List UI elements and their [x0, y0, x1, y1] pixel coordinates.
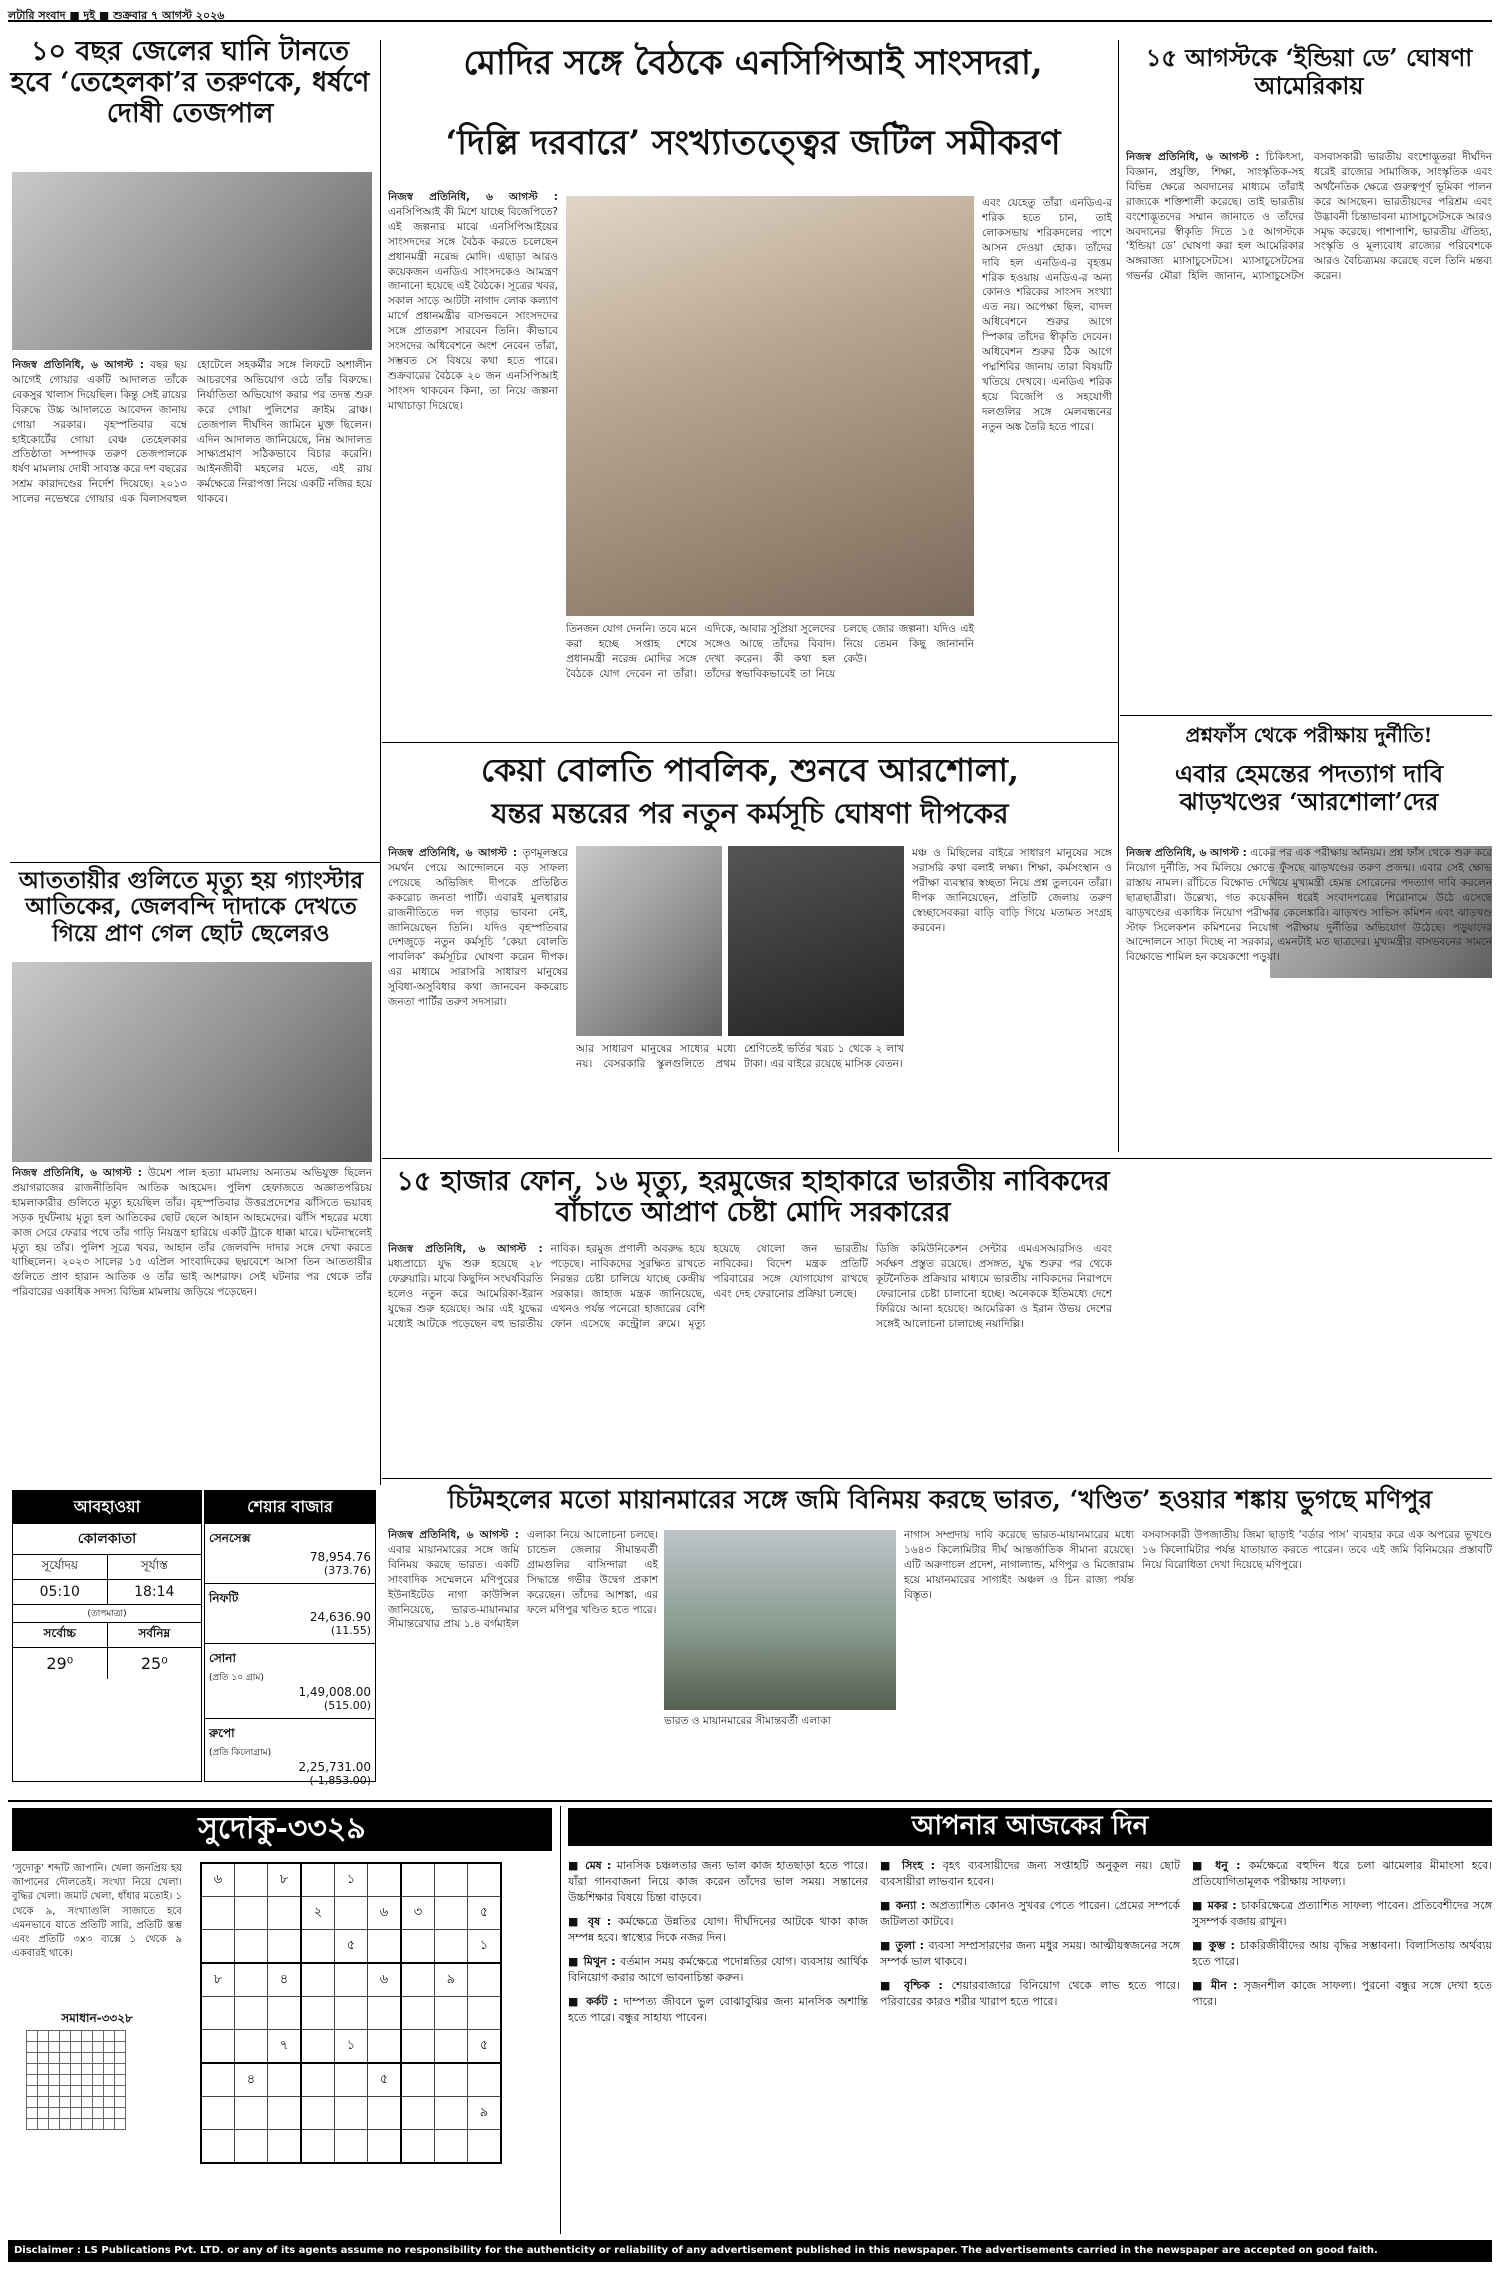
- sudoku-cell: [235, 1930, 268, 1964]
- horoscope-list: [568, 1858, 1492, 2228]
- market-value: 2,25,731.00: [298, 1760, 371, 1774]
- solution-cell: [104, 2097, 115, 2108]
- footer-disclaimer: Disclaimer : LS Publications Pvt. LTD. or any of its agents assume no responsibility for the authenticity or reliability of any advertisement published in this newspaper. The advertisements carried in the newspaper are accepted on good faith.: [14, 2245, 1378, 2256]
- sudoku-cell: [368, 1930, 402, 1964]
- sunset-value: 18:14: [134, 1584, 175, 1600]
- sudoku-cell: [201, 1997, 235, 2030]
- market-title: শেয়ার বাজার: [205, 1491, 375, 1524]
- min-value: 25⁰: [140, 1654, 168, 1673]
- jharkhand-kicker: প্রশ্নফাঁস থেকে পরীক্ষায় দুর্নীতি!: [1185, 723, 1433, 747]
- sudoku-cell: [368, 1997, 402, 2030]
- independence-headline: ১৫ আগস্টকে ‘ইন্ডিয়া ডে’ ঘোষণা আমেরিকায়: [1145, 43, 1473, 100]
- market-name: সোনা: [209, 1651, 236, 1665]
- manipur-body-3: বসবাসকারী উপজাতীয় জিমা ছাড়াই ‘বর্ডার পাস’ ব্যবহার করে এক অপরের ভূখণ্ডে ১৬ কিলোমিটার পর্যন্ত যাতায়াত করতে পারেন। তবে এই জমি বিনিময়ের প্রস্তাবটি নিয়ে বিরোধিতা দেখা দিয়েছে মণিপুরে।: [1142, 1529, 1492, 1571]
- sudoku-cell: [335, 2130, 368, 2164]
- gangster-dateline: নিজস্ব প্রতিনিধি, ৬ আগস্ট :: [12, 1167, 142, 1179]
- sudoku-cell: [468, 1997, 502, 2030]
- solution-cell: [60, 2108, 71, 2119]
- sudoku-title: সুদোকু-৩৩২৯: [12, 1808, 552, 1851]
- solution-cell: [93, 2108, 104, 2119]
- horoscope-sign: ■ মিথুন :: [568, 1954, 621, 1968]
- modi-body-left: এনসিপিআই কী মিশে যাচ্ছে বিজেপিতে? এই জল্পনার মাঝে এনসিপিআইয়ের সাংসদদের সঙ্গে বৈঠক করতে চলেছেন প্রধানমন্ত্রী নরেন্দ্র মোদি। এছাড়া আরও কয়েকজন এনডিএ সাংসদকেও আমন্ত্রণ জানানো হয়েছে এই বৈঠকে। সূত্রের খবর, সকাল সাড়ে আটটা নাগাদ লোক কল্যাণ মার্গে প্রধানমন্ত্রীর বাসভবনে সাংসদদের সঙ্গে প্রাতরাশ সারবেন তিনি। কীভাবে সংসদের অধিবেশনে অংশ নেবেন তাঁরা, সম্ভবত সে বিষয়ে কথা হতে পারে। শুক্রবারের বৈঠকে ২০ জন এনসিপিআই সাংসদ থাকবেন কিনা, তা নিয়ে জল্পনা মাথাচাড়া দিয়েছে।: [388, 205, 558, 412]
- modi-dateline: নিজস্ব প্রতিনিধি, ৬ আগস্ট :: [388, 191, 558, 203]
- horoscope-title: আপনার আজকের দিন: [568, 1808, 1492, 1846]
- solution-cell: [60, 2064, 71, 2075]
- solution-cell: [82, 2119, 93, 2130]
- horoscope-text: চাকরিজীবীদের আয় বৃদ্ধির সম্ভাবনা। বিলাসিতায় অর্থব্যয় হতে পারে।: [1192, 1938, 1492, 1968]
- independence-body: চিকিৎসা, বিজ্ঞান, প্রযুক্তি, শিক্ষা, সাংস্কৃতিক-সহ বিভিন্ন ক্ষেত্রে অবদানের মাধ্যমে তাঁরাই রাজ্যকে শক্তিশালী করেছে। তাই ভারতীয় বংশোদ্ভূতদের সম্মান জানাতে ও তাঁদের অবদানের স্বীকৃতি দিতে ১৫ আগস্টকে ‘ইন্ডিয়া ডে’ ঘোষণা করা হল আমেরিকার অঙ্গরাজ্য ম্যাসাচুসেটসে। ম্যাসাচুসেটসের গভর্নর মৌরা হিলি জানান, ম্যাসাচুসেটস বসবাসকারী ভারতীয় বংশোদ্ভূতরা দীর্ঘদিন ধরেই রাজ্যের সামাজিক, সাংস্কৃতিক এবং অর্থনৈতিক ক্ষেত্রে গুরুত্বপূর্ণ ভূমিকা পালন করে আসছেন। ভারতীয়দের পরিশ্রম এবং উদ্ভাবনী চিন্তাভাবনা ম্যাসাচুসেটসকে আরও সমৃদ্ধ করেছে। পাশাপাশি, ভারতীয় ঐতিহ্য, সংস্কৃতি ও মূল্যবোধ রাজ্যের পরিবেশকে আরও বৈচিত্র্যময় করেছে বলে তিনি মন্তব্য করেন।: [1126, 151, 1492, 283]
- manipur-body: এবার মায়ানমারের সঙ্গে জমি বিনিময় করছে ভারত। একটি সাংবাদিক সম্মেলনে মণিপুরের ইউনাইটেড নাগা কাউন্সিল জানিয়েছে, ভারত-মায়ানমার সীমান্তরেখার প্রায় ১.৪ বর্গমাইল এলাকা নিয়ে আলোচনা চলছে। চান্ডেল জেলার সীমান্তবর্তী গ্রামগুলির বাসিন্দারা এই সিদ্ধান্তে গভীর উদ্বেগ প্রকাশ করেছেন। তাঁদের আশঙ্কা, এর ফলে মণিপুর খণ্ডিত হতে পারে।: [388, 1529, 658, 1631]
- modi-body-bottom: তিনজন যোগ দেননি। তবে মনে করা হচ্ছে সপ্তাহ শেষে প্রধানমন্ত্রী নরেন্দ্র মোদির সঙ্গে বৈঠকে যোগ দেবেন না তাঁরা। এদিকে, আবার সুপ্রিয়া সুলেদের সঙ্গেও আছে তাঁদের বিবাদ। দেখা করেন। কী কথা হল তাঁদের স্বভাবিকভাবেই তা নিয়ে চলছে জোর জল্পনা। যদিও এই নিয়ে তেমন কিছু জানাননি কেউ।: [566, 623, 974, 680]
- solution-cell: [104, 2064, 115, 2075]
- sudoku-cell: [368, 2030, 402, 2064]
- sudoku-cell: [435, 2063, 468, 2097]
- tejpal-headline: ১০ বছর জেলের ঘানি টানতে হবে ‘তেহেলকা’র তরুণকে, ধর্ষণে দোষী তেজপাল: [10, 36, 370, 130]
- sudoku-cell: ৮: [268, 1863, 302, 1897]
- sunset-label: সূর্যাস্ত: [140, 1558, 168, 1572]
- sudoku-cell: [468, 2063, 502, 2097]
- manipur-article-3: [1142, 1528, 1492, 1786]
- sudoku-cell: [401, 1930, 435, 1964]
- arsola-dateline: নিজস্ব প্রতিনিধি, ৬ আগস্ট :: [388, 847, 518, 859]
- market-row: [205, 1524, 375, 1584]
- solution-cell: [115, 2064, 126, 2075]
- iran-article-2: [876, 1242, 1112, 1470]
- solution-cell: [49, 2053, 60, 2064]
- tejpal-dateline: নিজস্ব প্রতিনিধি, ৬ আগস্ট :: [12, 359, 144, 371]
- manipur-article: [388, 1528, 658, 1786]
- modi-article-left: [388, 190, 558, 615]
- sudoku-cell: [268, 2097, 302, 2130]
- sudoku-cell: [401, 2097, 435, 2130]
- sudoku-cell: ৬: [368, 1963, 402, 1997]
- sudoku-cell: [301, 2030, 335, 2064]
- horoscope-item: [880, 1858, 1180, 1890]
- sudoku-cell: ৯: [468, 2097, 502, 2130]
- solution-cell: [27, 2097, 38, 2108]
- solution-cell: [71, 2075, 82, 2086]
- solution-cell: [49, 2097, 60, 2108]
- market-value: 78,954.76: [309, 1550, 371, 1564]
- horoscope-sign: ■ মীন :: [1192, 1978, 1244, 1992]
- solution-cell: [49, 2086, 60, 2097]
- sudoku-cell: ৭: [268, 2030, 302, 2064]
- solution-cell: [93, 2119, 104, 2130]
- sudoku-grid: [200, 1862, 502, 2164]
- horoscope-item: [880, 1898, 1180, 1930]
- solution-cell: [82, 2097, 93, 2108]
- solution-cell: [60, 2097, 71, 2108]
- sudoku-cell: [235, 2130, 268, 2164]
- iran-dateline: নিজস্ব প্রতিনিধি, ৬ আগস্ট :: [388, 1243, 543, 1255]
- weather-title: আবহাওয়া: [13, 1491, 201, 1524]
- solution-cell: [71, 2097, 82, 2108]
- solution-cell: [38, 2075, 49, 2086]
- sudoku-cell: [301, 1997, 335, 2030]
- solution-cell: [38, 2086, 49, 2097]
- horoscope-text: চাকরিক্ষেত্রে প্রত্যাশিত সাফল্য পাবেন। প্রতিবেশীদের সঙ্গে সুসম্পর্ক বজায় রাখুন।: [1192, 1898, 1492, 1928]
- sudoku-cell: [235, 1897, 268, 1930]
- horoscope-text: কর্মক্ষেত্রে বহুদিন ধরে চলা ঝামেলার মীমাংসা হবে। প্রতিযোগিতামূলক পরীক্ষায় সাফল্য।: [1192, 1859, 1492, 1888]
- tejpal-body: বছর ছয় আগেই গোয়ার একটি আদালত তাঁকে বেকসুর খালাস দিয়েছিল। কিন্তু সেই রায়ের বিরুদ্ধে উচ্চ আদালতে আবেদন জানায় গোয়া সরকার। বৃহস্পতিবার বম্বে হাইকোর্টের গোয়া বেঞ্চ তেহেলকার প্রতিষ্ঠাতা সম্পাদক তরুণ তেজপালকে ধর্ষণ মামলায় দোষী সাব্যস্ত করে দশ বছরের সশ্রম কারাদণ্ডের নির্দেশ দিয়েছে। ২০১৩ সালের নভেম্বরে গোয়ার এক বিলাসবহুল হোটেলে সহকর্মীর সঙ্গে লিফটে অশালীন আচরণের অভিযোগ ওঠে তাঁর বিরুদ্ধে। নির্যাতিতা অভিযোগ করার পর তদন্ত শুরু করে গোয়া পুলিশের ক্রাইম ব্রাঞ্চ। তেজপাল দীর্ঘদিন জামিনে মুক্ত ছিলেন। এদিন আদালত জানিয়েছে, নিম্ন আদালত সাক্ষ্যপ্রমাণ সঠিকভাবে বিচার করেনি। আইনজীবী মহলের মতে, এই রায় কর্মক্ষেত্রে নিরাপত্তা নিয়ে একটি নজির হয়ে থাকবে।: [12, 359, 372, 506]
- sudoku-cell: [268, 1897, 302, 1930]
- solution-cell: [27, 2042, 38, 2053]
- max-value: 29⁰: [13, 1648, 108, 1679]
- horoscope-item: [568, 1994, 868, 2026]
- horoscope-item: [1192, 1898, 1492, 1930]
- sudoku-cell: ৫: [468, 1897, 502, 1930]
- solution-cell: [93, 2086, 104, 2097]
- solution-cell: [27, 2086, 38, 2097]
- arsola-article: [388, 846, 568, 1156]
- sudoku-cell: ৪: [235, 2063, 268, 2097]
- solution-cell: [71, 2086, 82, 2097]
- modi-article-right: [982, 196, 1112, 736]
- sudoku-cell: ২: [301, 1897, 335, 1930]
- sudoku-cell: [235, 1963, 268, 1997]
- min-label: সর্বনিম্ন: [138, 1626, 171, 1640]
- horoscope-sign: ■ বৃশ্চিক :: [880, 1978, 952, 1992]
- sunrise-label: সূর্যোদয়: [13, 1555, 108, 1579]
- manipur-dateline: নিজস্ব প্রতিনিধি, ৬ আগস্ট :: [388, 1529, 519, 1541]
- sudoku-cell: [268, 2063, 302, 2097]
- sudoku-cell: [301, 2097, 335, 2130]
- solution-cell: [115, 2086, 126, 2097]
- jharkhand-article: [1126, 846, 1492, 1261]
- sudoku-cell: ৬: [201, 1863, 235, 1897]
- horoscope-item: [1192, 1858, 1492, 1890]
- arsola-headline-1: কেয়া বোলতি পাবলিক, শুনবে আরশোলা,: [480, 751, 1020, 789]
- sudoku-cell: [201, 2097, 235, 2130]
- gangster-headline: আততায়ীর গুলিতে মৃত্যু হয় গ্যাংস্টার আতিকের, জেলবন্দি দাদাকে দেখতে গিয়ে প্রাণ গেল ছোট ছেলেরও: [18, 867, 364, 947]
- solution-cell: [60, 2086, 71, 2097]
- horoscope-item: [1192, 1978, 1492, 2010]
- solution-cell: [49, 2031, 60, 2042]
- solution-cell: [82, 2108, 93, 2119]
- weather-unit: (তাপমাত্রা): [13, 1605, 201, 1623]
- iran-headline: ১৫ হাজার ফোন, ১৬ মৃত্যু, হরমুজের হাহাকারে ভারতীয় নাবিকদের বাঁচাতে আপ্রাণ চেষ্টা মোদি সরকারের: [396, 1166, 1110, 1229]
- horoscope-text: শেয়ারবাজারে বিনিয়োগ থেকে লাভ হতে পারে। পরিবারের কারও শরীর খারাপ হতে পারে।: [880, 1978, 1180, 2008]
- solution-cell: [104, 2053, 115, 2064]
- solution-cell: [93, 2097, 104, 2108]
- manipur-caption: ভারত ও মায়ানমারের সীমান্তবর্তী এলাকা: [664, 1715, 831, 1727]
- modi-article-bottom: [566, 622, 974, 736]
- horoscope-sign: ■ ধনু :: [1192, 1859, 1249, 1872]
- arsola-body: তৃণমূলস্তরে সমর্থন পেয়ে আন্দোলনে বড় সাফল্য পেয়েছে অভিজিৎ দীপকে প্রতিষ্ঠিত ককরোচ জনতা পার্টি। এবারই মুলধারার রাজনীতিতে দল গড়ার ভাবনা নেই, জানিয়েছেন তিনি। যদিও বৃহস্পতিবার দেশজুড়ে নতুন কর্মসূচি ‘কেয়া বোলতি পাবলিক’ কর্মসূচির ঘোষণা করেন দীপক। এর মাধ্যমে সারাসরি সাধারণ মানুষের সুবিধা-অসুবিধার কথা জানবেন ককরোচ জনতা পার্টির তরুণ সদস্যরা।: [388, 847, 568, 1009]
- solution-cell: [27, 2075, 38, 2086]
- weather-city: কোলকাতা: [13, 1524, 201, 1555]
- solution-cell: [115, 2119, 126, 2130]
- horoscope-text: সৃজনশীল কাজে সাফল্য। পুরনো বন্ধুর সঙ্গে দেখা হতে পারে।: [1192, 1978, 1492, 2008]
- sudoku-cell: ৫: [368, 2063, 402, 2097]
- sudoku-cell: [235, 2097, 268, 2130]
- sudoku-cell: [401, 1963, 435, 1997]
- solution-cell: [104, 2108, 115, 2119]
- solution-cell: [60, 2053, 71, 2064]
- horoscope-item: [568, 1914, 868, 1946]
- market-value: 1,49,008.00: [298, 1685, 371, 1699]
- horoscope-text: কর্মক্ষেত্রে উন্নতির যোগ। দীর্ঘদিনের আটকে থাকা কাজ সম্পন্ন হবে। স্বাস্থ্যের দিকে নজর দিন।: [568, 1914, 868, 1944]
- horoscope-item: [568, 1954, 868, 1986]
- solution-cell: [104, 2086, 115, 2097]
- solution-cell: [71, 2064, 82, 2075]
- sudoku-cell: ১: [335, 1863, 368, 1897]
- sudoku-cell: [201, 2030, 235, 2064]
- solution-cell: [49, 2042, 60, 2053]
- sudoku-cell: [301, 2063, 335, 2097]
- solution-cell: [60, 2031, 71, 2042]
- solution-cell: [71, 2031, 82, 2042]
- solution-cell: [49, 2119, 60, 2130]
- manipur-border-photo: [664, 1530, 896, 1710]
- modi-headline-2: ‘দিল্লি দরবারে’ সংখ্যাতত্ত্বের জটিল সমীকরণ: [445, 123, 1061, 163]
- sudoku-cell: ১: [468, 1930, 502, 1964]
- sudoku-cell: [301, 1863, 335, 1897]
- sudoku-cell: [335, 2097, 368, 2130]
- solution-cell: [115, 2097, 126, 2108]
- masthead-left: লটারি সংবাদ ■ দুই ■ শুক্রবার ৭ আগস্ট ২০২৬: [8, 9, 225, 22]
- sudoku-cell: ৪: [268, 1963, 302, 1997]
- arsola-body-3: আর সাধারণ মানুষের সাধ্যের মধ্যে নয়। বেসরকারি স্কুলগুলিতে প্রথম শ্রেণিতেই ভর্তির খরচ ১ থেকে ২ লাখ টাকা। এর বাইরে রয়েছে মাসিক বেতন।: [576, 1043, 904, 1070]
- market-change: (373.76): [323, 1564, 371, 1577]
- market-row: [205, 1719, 375, 1793]
- horoscope-item: [568, 1858, 868, 1906]
- market-box: [204, 1490, 376, 1787]
- tejpal-photo: [12, 172, 372, 350]
- sudoku-cell: ৬: [368, 1897, 402, 1930]
- solution-cell: [27, 2064, 38, 2075]
- solution-cell: [71, 2042, 82, 2053]
- modi-meeting-photo: [566, 196, 974, 616]
- sudoku-cell: [268, 2130, 302, 2164]
- sudoku-cell: ৫: [468, 2030, 502, 2064]
- sudoku-cell: [401, 1863, 435, 1897]
- solution-cell: [115, 2053, 126, 2064]
- sudoku-cell: [401, 1997, 435, 2030]
- horoscope-item: [880, 1938, 1180, 1970]
- sudoku-cell: ৩: [401, 1897, 435, 1930]
- independence-dateline: নিজস্ব প্রতিনিধি, ৬ আগস্ট :: [1126, 151, 1260, 163]
- solution-cell: [104, 2031, 115, 2042]
- sudoku-cell: [468, 1863, 502, 1897]
- max-label: সর্বোচ্চ: [13, 1623, 108, 1647]
- sudoku-cell: [335, 1997, 368, 2030]
- manipur-body-2: নাগাস সম্প্রদায় দাবি করেছে ভারত-মায়ানমারের মধ্যে ১৬৪৩ কিলোমিটার দীর্ঘ আন্তর্জাতিক সীমানা রয়েছে। এটি অরুণাচল প্রদেশ, নাগাল্যান্ড, মণিপুর ও মিজোরাম হয়ে মায়ানমারের সাগাইং অঞ্চল ও চিন রাজ্য পর্যন্ত বিস্তৃত।: [904, 1529, 1134, 1601]
- weather-box: [12, 1490, 202, 1782]
- sudoku-cell: [401, 2030, 435, 2064]
- solution-cell: [104, 2075, 115, 2086]
- arsola-article-2: [912, 846, 1112, 1156]
- market-name: রুপো: [209, 1726, 235, 1740]
- solution-cell: [38, 2053, 49, 2064]
- sudoku-cell: [368, 2130, 402, 2164]
- market-value: 24,636.90: [309, 1610, 371, 1624]
- solution-cell: [38, 2031, 49, 2042]
- sudoku-cell: [368, 1863, 402, 1897]
- jharkhand-headline: এবার হেমন্তের পদত্যাগ দাবি ঝাড়খণ্ডের ‘আরশোলা’দের: [1174, 759, 1444, 816]
- market-row: [205, 1584, 375, 1644]
- sudoku-cell: [235, 1863, 268, 1897]
- gangster-article: [12, 1166, 372, 1478]
- masthead: [8, 4, 1492, 22]
- sudoku-cell: [435, 2030, 468, 2064]
- horoscope-text: বৃহৎ ব্যবসায়ীদের জন্য সপ্তাহটি অনুকূল নয়। ছোট ব্যবসায়ীরা লাভবান হবেন।: [880, 1859, 1180, 1888]
- horoscope-sign: ■ মকর :: [1192, 1898, 1242, 1912]
- arsola-body-2: মঞ্চ ও মিছিলের বাইরে সাধারণ মানুষের সঙ্গে সরাসরি কথা বলাই লক্ষ্য। শিক্ষা, কর্মসংস্থান ও পরীক্ষা ব্যবস্থার স্বচ্ছতা নিয়ে প্রশ্ন তুলবেন তাঁরা। দীপক জানিয়েছেন, প্রতিটি জেলায় তরুণ স্বেচ্ছাসেবকরা বাড়ি বাড়ি গিয়ে মতামত সংগ্রহ করবেন।: [912, 847, 1112, 934]
- solution-cell: [82, 2031, 93, 2042]
- sudoku-cell: [401, 2130, 435, 2164]
- iran-body: মধ্যপ্রাচ্যে যুদ্ধ শুরু হয়েছে ২৮ ফেব্রুয়ারি। মাঝে কিছুদিন সংঘর্ষবিরতি হলেও নতুন করে আমেরিকা-ইরান যুদ্ধের শুরু হয়েছে। আর এই যুদ্ধের মধ্যেই আটকে পড়েছেন বহু ভারতীয় নাবিক। হরমুজ প্রণালী অবরুদ্ধ হয়ে পড়েছে। নাবিকদের সুরক্ষিত রাখতে নিরন্তর চেষ্টা চালিয়ে যাচ্ছে কেন্দ্রীয় সরকার। জাহাজ মন্ত্রক জানিয়েছে, এখনও পর্যন্ত পনেরো হাজারের বেশি ফোন এসেছে কন্ট্রোল রুমে। মৃত্যু হয়েছে ষোলো জন ভারতীয় নাবিকের। বিদেশ মন্ত্রক প্রতিটি পরিবারের সঙ্গে যোগাযোগ রাখছে এবং দেহ ফেরানোর প্রক্রিয়া চলছে।: [388, 1243, 868, 1330]
- market-sub: (প্রতি কিলোগ্রাম): [209, 1748, 272, 1758]
- sudoku-cell: ১: [335, 2030, 368, 2064]
- horoscope-sign: ■ কর্কট :: [568, 1994, 624, 2008]
- solution-cell: [38, 2097, 49, 2108]
- solution-cell: [60, 2042, 71, 2053]
- solution-cell: [49, 2108, 60, 2119]
- modi-headline-1: মোদির সঙ্গে বৈঠকে এনসিপিআই সাংসদরা,: [463, 43, 1043, 83]
- cockroach-janta-party-photo: [728, 846, 904, 1036]
- solution-cell: [82, 2053, 93, 2064]
- sudoku-cell: [268, 1930, 302, 1964]
- sudoku-cell: [401, 2063, 435, 2097]
- atiq-photo: [12, 962, 372, 1162]
- sudoku-cell: [301, 1930, 335, 1964]
- arsola-headline-2: যন্তর মন্তরের পর নতুন কর্মসূচি ঘোষণা দীপকের: [491, 797, 1009, 830]
- solution-cell: [27, 2119, 38, 2130]
- sudoku-cell: [235, 1997, 268, 2030]
- solution-cell: [115, 2042, 126, 2053]
- horoscope-item: [1192, 1938, 1492, 1970]
- solution-cell: [71, 2053, 82, 2064]
- iran-article: [388, 1242, 868, 1470]
- solution-cell: [82, 2064, 93, 2075]
- sudoku-cell: [435, 1863, 468, 1897]
- sudoku-rules: ‘সুদোকু’ শব্দটি জাপানি। খেলা জনপ্রিয় হয় জাপানের দৌলতেই। সংখ্যা নিয়ে খেলা। বুদ্ধির খেলা। জমাট খেলা, ধাঁধার মতোই। ১ থেকে ৯, সংখ্যাগুলি সাজাতে হবে এমনভাবে যাতে প্রতিটি সারি, প্রতিটি স্তম্ভ এবং প্রতিটি ৩x৩ বাক্সে ১ থেকে ৯ একবারই থাকে।: [12, 1863, 182, 1960]
- jharkhand-dateline: নিজস্ব প্রতিনিধি, ৬ আগস্ট :: [1126, 847, 1247, 859]
- solution-cell: [115, 2108, 126, 2119]
- solution-cell: [60, 2119, 71, 2130]
- arsola-article-3: [576, 1042, 904, 1154]
- market-sub: (প্রতি ১০ গ্রাম): [209, 1673, 264, 1683]
- horoscope-text: ব্যবসা সম্প্রসারণের জন্য মধুর সময়। আত্মীয়স্বজনের সঙ্গে সম্পর্ক ভাল থাকবে।: [880, 1938, 1181, 1968]
- solution-cell: [93, 2042, 104, 2053]
- solution-cell: [49, 2075, 60, 2086]
- manipur-article-2: [904, 1528, 1134, 1786]
- sudoku-cell: [368, 2097, 402, 2130]
- solution-cell: [93, 2031, 104, 2042]
- horoscope-sign: ■ কন্যা :: [880, 1898, 930, 1912]
- sudoku-cell: [335, 1897, 368, 1930]
- horoscope-sign: ■ মেষ :: [568, 1859, 617, 1872]
- solution-cell: [71, 2119, 82, 2130]
- horoscope-text: মানসিক চঞ্চলতার জন্য ভাল কাজ হাতছাড়া হতে পারে। যাঁরা গানবাজনা নিয়ে কাজ করেন তাঁদের ভাল সময়। সন্তানের উচ্চশিক্ষার বিষয়ে চিন্তা বাড়বে।: [568, 1859, 869, 1904]
- sudoku-cell: [435, 1897, 468, 1930]
- modi-body-right: এবং যেহেতু তাঁরা এনডিএ-র শরিক হতে চান, তাই লোকসভায় শরিকদলের পাশে আসন দেওয়া হোক। তাঁদের দাবি হল এনডিএ-র বৃহত্তম শরিক হওয়ায় এনডিএ-র অন্য কোনও শরিকের সাংসদ সংখ্যা এত নয়। অপেক্ষা ছিল, বাদল অধিবেশনে শুরুর আগে স্পিকার তাঁদের স্বীকৃতি দেবেন। অধিবেশন শুরুর ঠিক আগে পদ্মশিবির জানায় তারা বিষয়টি খতিয়ে দেখবে। এনডিএ শরিক হয়ে বিজেপি ও সহযোগী দলগুলির সঙ্গে মেলবন্ধনের নতুন অঙ্ক তৈরি হতে পারে।: [982, 197, 1112, 433]
- sudoku-cell: ৫: [335, 1930, 368, 1964]
- horoscope-text: অপ্রত্যাশিত কোনও সুখবর পেতে পারেন। প্রেমের সম্পর্কে জটিলতা কাটবে।: [880, 1898, 1180, 1928]
- sudoku-cell: [201, 1930, 235, 1964]
- sudoku-cell: [235, 2030, 268, 2064]
- solution-cell: [115, 2031, 126, 2042]
- sudoku-cell: [301, 2130, 335, 2164]
- market-name: নিফটি: [209, 1591, 239, 1605]
- solution-cell: [104, 2119, 115, 2130]
- sudoku-cell: [301, 1963, 335, 1997]
- sudoku-cell: ৮: [201, 1963, 235, 1997]
- solution-cell: [115, 2075, 126, 2086]
- sudoku-cell: [201, 2063, 235, 2097]
- sudoku-cell: [435, 1997, 468, 2030]
- sunrise-value: 05:10: [13, 1580, 108, 1604]
- horoscope-item: [880, 1978, 1180, 2010]
- jharkhand-body: একের পর এক পরীক্ষায় অনিয়ম। প্রশ্ন ফাঁস থেকে শুরু করে নিয়োগ দুর্নীতি, সব মিলিয়ে ক্ষোভে ফুঁসছে ঝাড়খণ্ডের তরুণ প্রজন্ম। এবার সেই ক্ষোভ রাস্তায় নামল। রাঁচিতে বিক্ষোভ দেখিয়ে মুখ্যমন্ত্রী হেমন্ত সোরেনের পদত্যাগ দাবি করলেন ছাত্রছাত্রীরা। উল্লেখ্য, গত কয়েকদিন ধরেই সংবাদপত্রের শিরোনামে উঠে এসেছে ঝাড়খণ্ডের একাধিক নিয়োগ পরীক্ষার কেলেঙ্কারি। ঝাড়খণ্ড সাভিস কমিশন এবং ঝাড়খণ্ড স্টাফ সিলেকশন কমিশনের নিয়োগ পরীক্ষায় দুর্নীতির অভিযোগ উঠেছে। পড়ুয়াদের আন্দোলনে সাড়া দিচ্ছে না সরকার, এমনটাই মত ছাত্রদের। মুখ্যমন্ত্রীর বাসভবনের সামনে বিক্ষোভে শামিল হন কয়েকশো পড়ুয়া।: [1126, 847, 1492, 964]
- sudoku-solution-title: সমাধান-৩৩২৮: [61, 2011, 133, 2025]
- sudoku-cell: ৯: [435, 1963, 468, 1997]
- market-name: সেনসেক্স: [209, 1531, 251, 1545]
- horoscope-text: দাম্পত্য জীবনে ভুল বোঝাবুঝির জন্য মানসিক অশান্তি হতে পারে। বন্ধুর সাহায্য পাবেন।: [568, 1994, 869, 2024]
- tejpal-article: [12, 358, 372, 858]
- independence-article: [1126, 150, 1492, 705]
- solution-cell: [27, 2108, 38, 2119]
- sudoku-cell: [435, 1930, 468, 1964]
- sudoku-cell: [268, 1997, 302, 2030]
- market-change: (515.00): [323, 1699, 371, 1712]
- solution-cell: [93, 2075, 104, 2086]
- solution-cell: [27, 2053, 38, 2064]
- solution-cell: [82, 2075, 93, 2086]
- solution-cell: [38, 2042, 49, 2053]
- sudoku-cell: [335, 1963, 368, 1997]
- solution-cell: [93, 2064, 104, 2075]
- sudoku-cell: [435, 2130, 468, 2164]
- sudoku-cell: [201, 2130, 235, 2164]
- solution-cell: [82, 2086, 93, 2097]
- horoscope-sign: ■ কুম্ভ :: [1192, 1938, 1241, 1952]
- footer: [8, 2240, 1492, 2262]
- sudoku-cell: [335, 2063, 368, 2097]
- horoscope-sign: ■ সিংহ :: [880, 1859, 943, 1872]
- solution-cell: [60, 2075, 71, 2086]
- gangster-body: উমেশ পাল হত্যা মামলায় অন্যতম অভিযুক্ত ছিলেন প্রয়াগরাজের রাজনীতিবিদ আতিক আহমেদ। পুলিশ হেফাজতে অজ্ঞাতপরিচয় হামলাকারীর গুলিতে মৃত্যু হয়েছিল তাঁর। বৃহস্পতিবার উত্তরপ্রদেশের ঝাঁসিতে ভয়াবহ সড়ক দুর্ঘটনায় মৃত্যু হল আতিকের ছোট ছেলে আহান আহমেদের। ঝাঁসি শহরের মধ্যে কাজ সেরে ফেরার পথে তাঁর গাড়ি নিয়ন্ত্রণ হারিয়ে একটি ট্রাকে ধাক্কা মারে। ঘটনাস্থলেই মৃত্যু হয় তাঁর। পুলিশ সূত্রে খবর, আহান তাঁর জেলবন্দি দাদার সঙ্গে দেখা করতে যাচ্ছিলেন। ২০২৩ সালের ১৫ এপ্রিল সাংবাদিকের ছদ্মবেশে আসা তিন আততায়ীর গুলিতে প্রাণ হারান আতিক ও তাঁর ভাই আশরাফ। সেই ঘটনার পর থেকে তাঁর পরিবারের একাধিক সদস্য বিভিন্ন মামলায় জড়িয়ে পড়েছেন।: [12, 1167, 372, 1299]
- solution-cell: [104, 2042, 115, 2053]
- solution-cell: [71, 2108, 82, 2119]
- market-change: (11.55): [330, 1624, 371, 1637]
- solution-cell: [38, 2119, 49, 2130]
- dipak-photo: [576, 846, 722, 1036]
- solution-cell: [38, 2108, 49, 2119]
- sudoku-cell: [468, 2130, 502, 2164]
- sudoku-cell: [468, 1963, 502, 1997]
- market-row: [205, 1644, 375, 1719]
- sudoku-cell: [201, 1897, 235, 1930]
- market-change: (-1,853.00): [309, 1774, 371, 1787]
- horoscope-sign: ■ বৃষ :: [568, 1914, 619, 1928]
- solution-cell: [82, 2042, 93, 2053]
- sudoku-solution-grid: [26, 2030, 126, 2130]
- solution-cell: [49, 2064, 60, 2075]
- sudoku-cell: [435, 2097, 468, 2130]
- iran-body-2: ডিজি কমিউনিকেশন সেন্টার এমএসআরসিও এবং সর্বক্ষণ প্রস্তুত রয়েছে। প্রসঙ্গত, যুদ্ধ শুরুর পর থেকে কূটনৈতিক প্রক্রিয়ার মাধ্যমে ভারতীয় নাবিকদের নিরাপদে ফেরানোর চেষ্টা চালানো হচ্ছে। অনেককে ইতিমধ্যে দেশে ফিরিয়ে আনা হয়েছে। আমেরিকা ও ইরান উভয় দেশের সঙ্গেই আলোচনা চালাচ্ছে নয়াদিল্লি।: [876, 1243, 1112, 1330]
- horoscope-sign: ■ তুলা :: [880, 1938, 929, 1952]
- solution-cell: [27, 2031, 38, 2042]
- manipur-headline: চিটমহলের মতো মায়ানমারের সঙ্গে জমি বিনিময় করছে ভারত, ‘খণ্ডিত’ হওয়ার শঙ্কায় ভুগছে মণিপুর: [447, 1485, 1433, 1514]
- solution-cell: [93, 2053, 104, 2064]
- horoscope-text: বর্তমান সময় কর্মক্ষেত্রে পদোন্নতির যোগ। ব্যবসায় আর্থিক বিনিয়োগ করার আগে ভাবনাচিন্তা করুন।: [568, 1954, 868, 1984]
- solution-cell: [38, 2064, 49, 2075]
